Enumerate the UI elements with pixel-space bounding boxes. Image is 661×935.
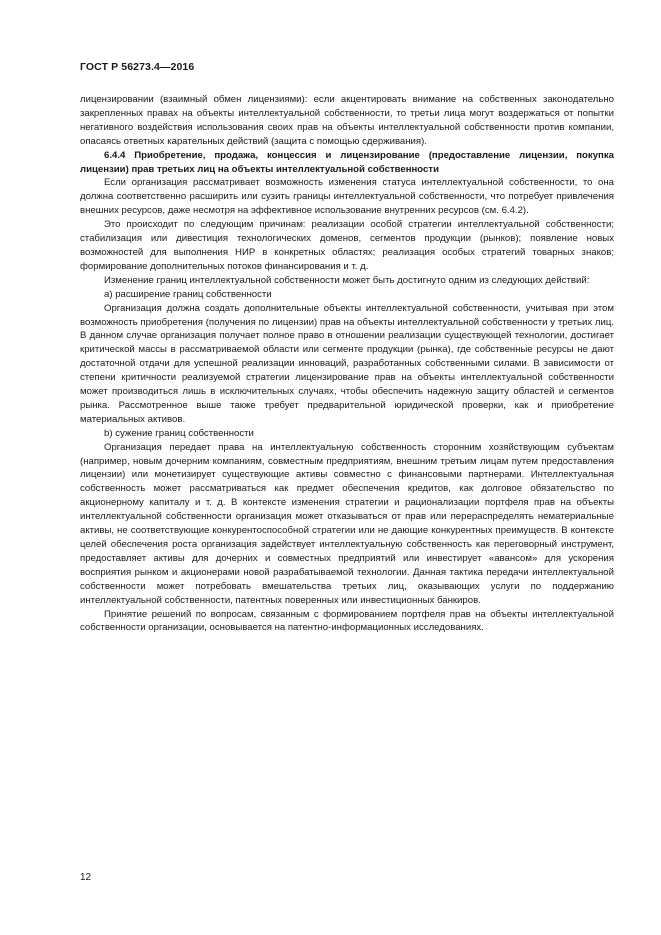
paragraph: Это происходит по следующим причинам: реализации особой стратегии интеллектуальной собственности; стабилизация или дивестиция технологических доменов, сегментов продукции (рынков); появление новых возможностей для выполнения НИР в конкретных областях; реализация особых стратегий товарных знаков; формирование дополнительных потоков финансирования и т. д. xyxy=(80,219,614,272)
page-number: 12 xyxy=(80,872,92,883)
paragraph: Если организация рассматривает возможность изменения статуса интеллектуальной собственности, то она должна соответственно расширить или сузить границы интеллектуальной собственности, что потребует привлечения внешних ресурсов, даже несмотря на эффективное использование внутренних ресурсов (см. 6.4.2). xyxy=(80,177,614,217)
paragraph: Организация должна создать дополнительные объекты интеллектуальной собственности, учитывая при этом возможность приобретения (получения по лицензии) прав на объекты интеллектуальной собственности у третьих лиц. В данном случае организация получает полное право в отношении реализации существующей технологии, достигает критической массы в рассматриваемой области или сегменте продукции (рынка), где собственные ресурсы не дают достаточной отдачи для успешной реализации инноваций, разработанных собственными силами. В зависимости от степени критичности реализуемой стратегии лицензирование прав на объекты интеллектуальной собственности может производиться лишь в исключительных случаях, чтобы обеспечить надежную защиту областей и сегментов рынка. Рассмотренное выше также требует предварительной юридической проверки, как и приобретение материальных активов. xyxy=(80,302,614,425)
list-item-a: а) расширение границ собственности xyxy=(104,288,272,300)
list-item-b: b) сужение границ собственности xyxy=(104,427,254,439)
paragraph-continuation: лицензировании (взаимный обмен лицензиями): если акцентировать внимание на собственных законодательно закрепленных правах на объекты интеллектуальной собственности, то третьи лица могут воздержаться от попытки негативного воздействия использования своих прав на объекты интеллектуальной собственности против компании, опасаясь ответных карательных действий (защита с помощью сдерживания). xyxy=(80,94,614,147)
paragraph: Изменение границ интеллектуальной собственности может быть достигнуто одним из следующих действий: xyxy=(104,274,590,286)
paragraph: Организация передает права на интеллектуальную собственность сторонним хозяйствующим субъектам (например, новым дочерним компаниям, совместным предприятиям, внешним третьим лицам путем предоставления лицензии) или монетизирует существующие активы совместно с финансовыми партнерами. Интеллектуальная собственность может рассматриваться как предмет обеспечения кредитов, как долговое обязательство по акционерному капиталу и т. д. В контексте изменения стратегии и рационализации портфеля прав на объекты интеллектуальной собственности организация может отказываться от прав или перераспределять нематериальные активы, не соответствующие конкурентоспособной стратегии или не дающие конкурентных преимуществ. В контексте целей обеспечения роста организация задействует интеллектуальную собственность как переговорный инструмент, предоставляет активы для дочерних и совместных предприятий или инвестирует «авансом» для ускорения восприятия рынком и акционерами новой разрабатываемой технологии. Данная тактика передачи интеллектуальной собственности может потребовать вмешательства третьих лиц, оказывающих услуги по поддержанию интеллектуальной собственности, патентных поверенных или инвестиционных банкиров. xyxy=(80,441,614,606)
section-heading-6-4-4: 6.4.4 Приобретение, продажа, концессия и лицензирование (предоставление лицензии, покупка лицензии) прав третьих лиц на объекты интеллектуальной собственности xyxy=(80,149,614,175)
paragraph: Принятие решений по вопросам, связанным с формированием портфеля прав на объекты интеллектуальной собственности организации, основывается на патентно-информационных исследованиях. xyxy=(80,608,614,634)
document-body xyxy=(80,93,614,635)
document-header: ГОСТ Р 56273.4—2016 xyxy=(80,61,195,73)
